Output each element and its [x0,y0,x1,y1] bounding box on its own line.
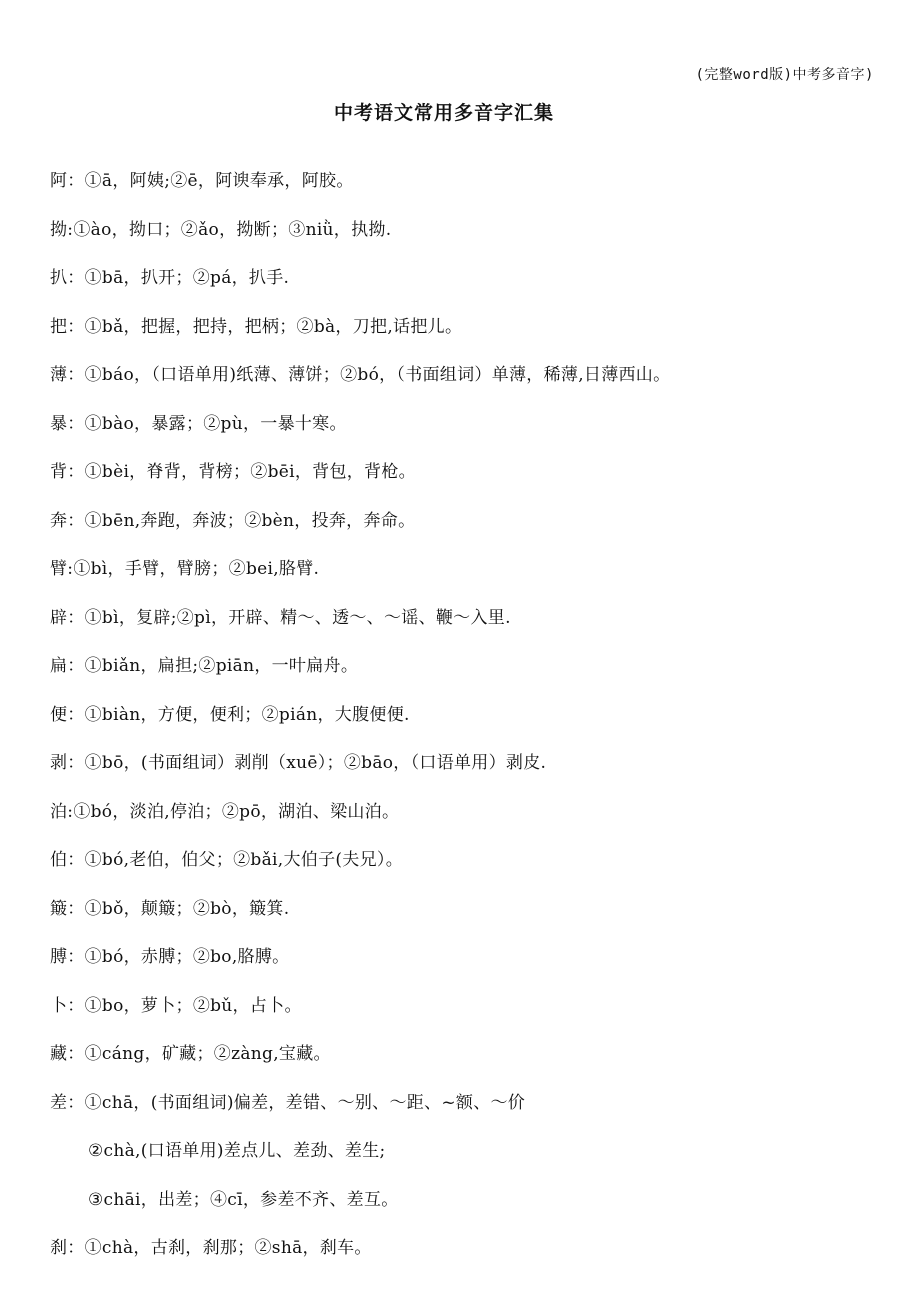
entry-line: 背：①bèi，脊背，背榜；②bēi，背包，背枪。 [50,462,416,482]
entry-line: 奔：①bēn,奔跑，奔波；②bèn，投奔，奔命。 [50,510,416,531]
entry-list [50,166,900,1282]
entry-line: 拗:①ào，拗口；②ǎo，拗断；③niǜ，执拗. [50,219,392,240]
entry-line: 便：①biàn，方便，便利；②pián，大腹便便. [50,704,410,725]
page-header: (完整word版)中考多音字) [695,67,874,83]
entry-line: 伯：①bó,老伯，伯父；②bǎi,大伯子(夫兄）。 [50,850,404,870]
entry-line: 扒：①bā，扒开；②pá，扒手. [50,268,290,288]
entry-line: 臂:①bì，手臂，臂膀；②bei,胳臂. [50,559,320,579]
entry-line: ③chāi，出差；④cī，参差不齐、差互。 [88,1189,399,1210]
entry-line: 膊：①bó，赤膊；②bo,胳膊。 [50,947,290,967]
entry-line: 剥：①bō，(书面组词）剥削（xuē）；②bāo，（口语单用）剥皮. [50,753,547,773]
entry-line: 刹：①chà，古刹，刹那；②shā，刹车。 [50,1238,372,1258]
entry-line: 暴：①bào，暴露；②pù，一暴十寒。 [50,413,347,434]
entry-line: 差：①chā，(书面组词)偏差，差错、～别、～距、~额、～价 [50,1092,526,1113]
entry-line: 卜：①bo，萝卜；②bǔ，占卜。 [50,995,302,1016]
entry-line: 辟：①bì，复辟;②pì，开辟、精～、透～、～谣、鞭～入里. [50,607,511,628]
document-title: 中考语文常用多音字汇集 [333,102,554,124]
entry-line: 扁：①biǎn，扁担;②piān，一叶扁舟。 [50,656,359,676]
entry-line: 泊:①bó，淡泊,停泊；②pō，湖泊、梁山泊。 [50,801,400,822]
entry-line: 把：①bǎ，把握，把持，把柄；②bà，刀把,话把儿。 [50,316,463,337]
entry-line: ②chà,(口语单用)差点儿、差劲、差生; [88,1141,386,1161]
entry-line: 薄：①báo，（口语单用)纸薄、薄饼；②bó，（书面组词）单薄，稀薄,日薄西山。 [50,365,671,385]
entry-line: 藏：①cáng，矿藏；②zàng,宝藏。 [50,1044,331,1064]
entry-line: 阿：①ā，阿姨;②ē，阿谀奉承，阿胶。 [50,171,354,191]
entry-line: 簸：①bǒ，颠簸；②bò，簸箕. [50,898,290,919]
